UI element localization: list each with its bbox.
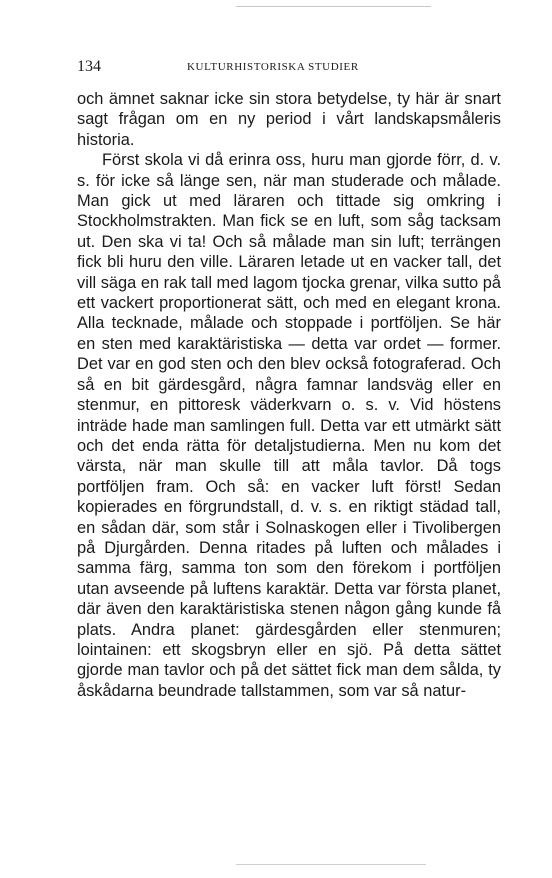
page-number: 134 xyxy=(77,58,101,75)
paragraph-1: och ämnet saknar icke sin stora betydelse, ty här är snart sagt frågan om en ny period i vårt landskapsmåleris historia. xyxy=(77,90,501,149)
paragraph-2: Först skola vi då erinra oss, huru man gjorde förr, d. v. s. för icke så länge sen, när man studerade och målade. Man gick ut med läraren och tittade sig omkring i Stockholmstrakten. Man fick se en luft, som såg tacksam ut. Den ska vi ta! Och så målade man sin luft; terrängen fick bli huru den ville. Läraren letade ut en vacker tall, det vill säga en rak tall med lagom tjocka grenar, vilka sutto på ett vackert proportionerat sätt, och med en elegant krona. Alla tecknade, målade och stoppade i portföljen. Se här en sten med karaktäristiska — detta var ordet — former. Det var en god sten och den blev också fotograferad. Och så en bit gärdesgård, några famnar landsväg eller en stenmur, en pittoresk väderkvarn o. s. v. Vid höstens inträde hade man samlingen full. Detta var ett utmärkt sätt och det enda rätta för detaljstudierna. Men nu kom det värsta, när man skulle till att måla tavlor. Då togs portföljen fram. Och så: en vacker luft först! Sedan kopierades en förgrundstall, d. v. s. en riktigt städad tall, en sådan där, som står i Solnaskogen eller i Tivolibergen på Djurgården. Denna ritades på luften och målades i samma färg, samma ton som den förekom i portföljen utan avseende på luftens karaktär. Detta var första planet, där även den karaktäristiska stenen någon gång kunde få plats. Andra planet: gärdesgården eller stenmuren; lointainen: ett skogsbryn eller en sjö. På detta sättet gjorde man tavlor och på det sättet fick man dem sålda, ty åskådarna beundrade tallstammen, som var så natur- xyxy=(77,151,501,700)
page-header xyxy=(77,58,497,78)
top-rule xyxy=(236,6,431,7)
running-title: KULTURHISTORISKA STUDIER xyxy=(187,61,359,73)
body-text xyxy=(77,89,501,701)
bottom-rule xyxy=(236,864,426,865)
